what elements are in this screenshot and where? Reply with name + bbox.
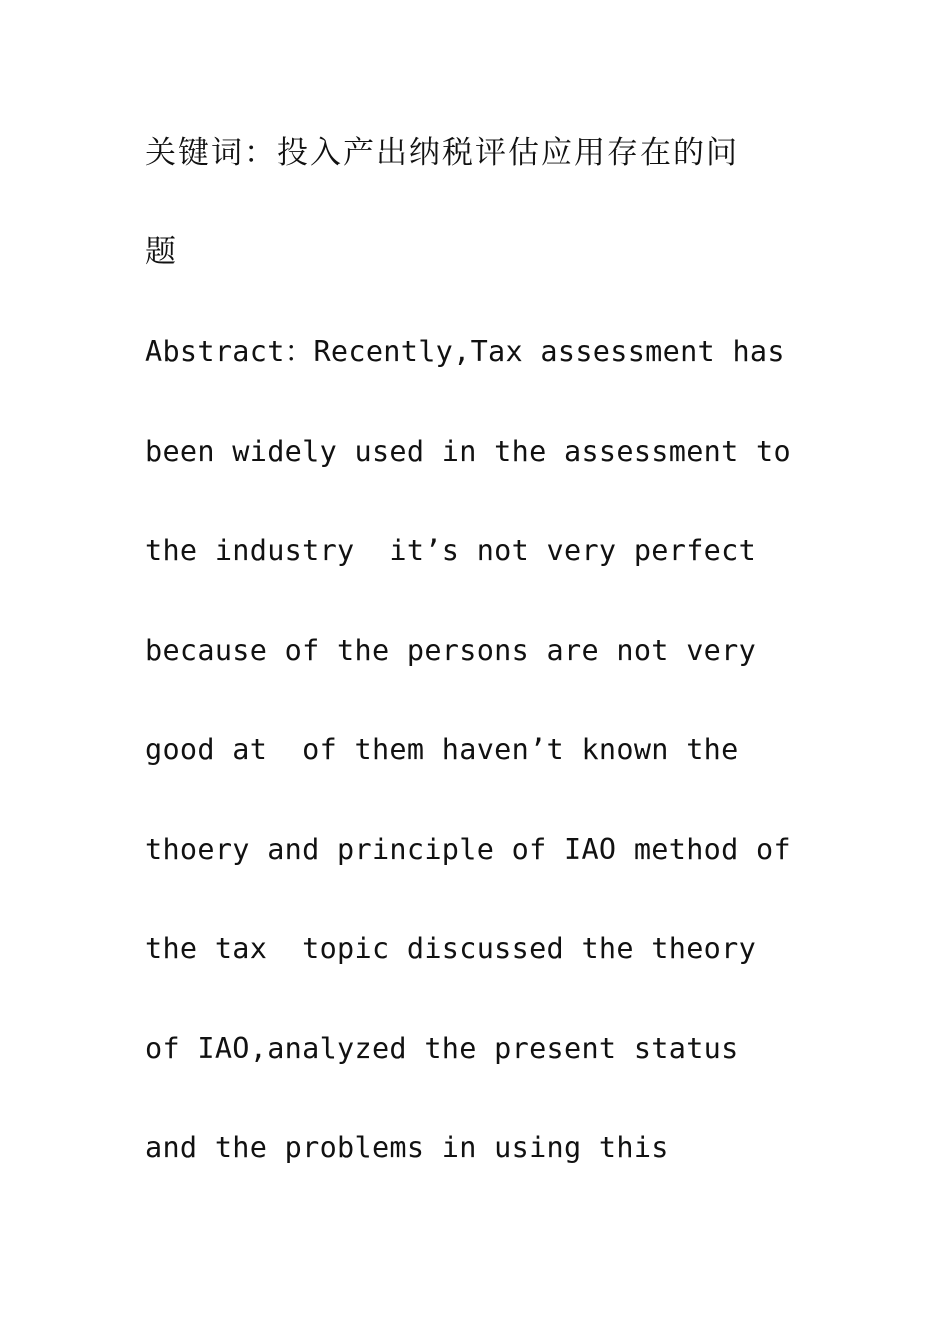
abstract-line-5: good at of them haven’t known the [145, 733, 739, 766]
abstract-line-8: of IAO,analyzed the present status [145, 1032, 739, 1065]
abstract-line-2: been widely used in the assessment to [145, 435, 791, 468]
keywords-line-1: 关键词：投入产出纳税评估应用存在的问 [145, 135, 739, 171]
abstract-line-4: because of the persons are not very [145, 634, 757, 667]
abstract-line-3: the industry it’s not very perfect [145, 534, 757, 567]
abstract-line-1: Abstract：Recently,Tax assessment has [145, 335, 785, 368]
abstract-line-7: the tax topic discussed the theory [145, 932, 757, 965]
abstract-line-9: and the problems in using this [145, 1131, 669, 1164]
abstract-line-6: thoery and principle of IAO method of [145, 833, 791, 866]
keywords-line-2: 题 [145, 234, 178, 270]
